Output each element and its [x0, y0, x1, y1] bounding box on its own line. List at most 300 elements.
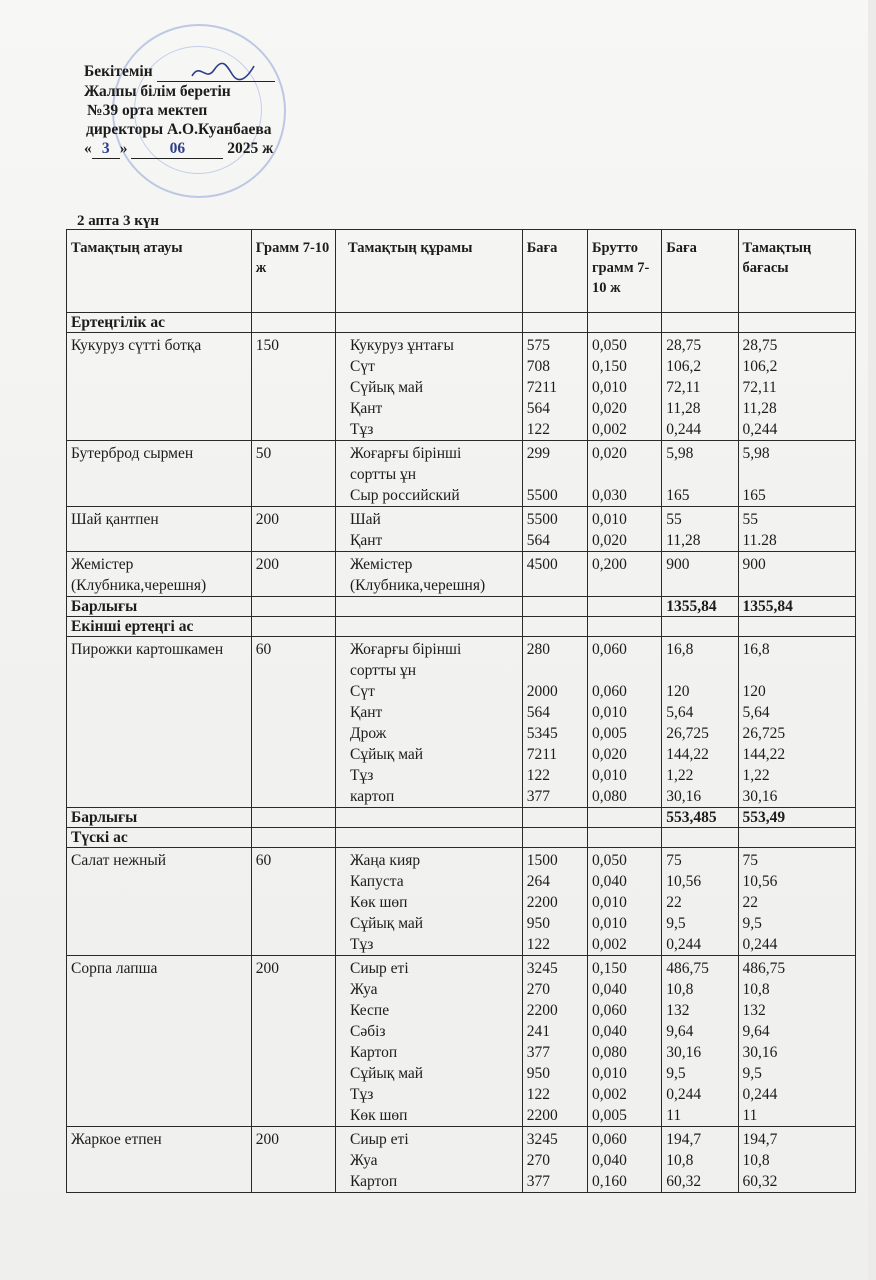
ingredient-name: Сүт	[350, 683, 375, 700]
ingredient-name: Картоп	[350, 1173, 398, 1190]
empty-cell	[336, 597, 523, 617]
ingredient-brutto: 0,080	[591, 788, 627, 805]
ingredient-cost: 194,7	[666, 1131, 702, 1148]
ingredient-cost: 106,2	[666, 358, 702, 375]
empty-cell	[336, 808, 523, 828]
ingredient-name: Тұз	[350, 767, 374, 784]
ingredient-name: сортты ұн	[350, 466, 417, 483]
dish-gram: 50	[251, 441, 335, 507]
ingredient-cost: 10,8	[666, 981, 694, 998]
ingredient-name-list	[336, 441, 523, 507]
ingredient-cost	[666, 464, 733, 485]
ingredient-name: Шай	[350, 511, 381, 528]
ingredient-price: 7211	[526, 379, 558, 396]
ingredient-total: 5,98	[742, 445, 770, 462]
dish-gram: 60	[251, 848, 335, 956]
ingredient-brutto-list	[587, 441, 661, 507]
ingredient-price: 122	[526, 1086, 550, 1103]
ingredient-total: 9,5	[742, 915, 762, 932]
approval-title: Бекітемін	[84, 63, 153, 80]
ingredient-brutto: 0,010	[591, 894, 627, 911]
empty-cell	[738, 828, 856, 848]
ingredient-total	[743, 464, 852, 485]
ingredient-brutto: 0,002	[591, 421, 627, 438]
ingredient-cost-list	[662, 1127, 738, 1193]
ingredient-cost-list	[662, 333, 738, 441]
ingredient-cost: 144,22	[666, 746, 709, 763]
ingredient-total: 10,56	[742, 873, 778, 890]
ingredient-cost: 60,32	[666, 1173, 702, 1190]
ingredient-brutto: 0,010	[591, 915, 627, 932]
approval-line3: №39 орта мектеп	[87, 102, 208, 119]
ingredient-cost: 26,725	[666, 725, 709, 742]
ingredient-name-list	[336, 956, 523, 1127]
ingredient-total-list	[738, 507, 856, 552]
empty-cell	[587, 597, 661, 617]
ingredient-price: 575	[526, 337, 550, 354]
ingredient-brutto: 0,080	[591, 1044, 627, 1061]
ingredient-total: 106,2	[742, 358, 778, 375]
ingredient-total-list	[738, 552, 856, 597]
ingredient-brutto: 0,060	[591, 1131, 627, 1148]
ingredient-cost: 10,8	[666, 1152, 694, 1169]
empty-cell	[662, 313, 738, 333]
dish-gram: 150	[251, 333, 335, 441]
approval-line2: Жалпы білім беретін	[84, 83, 231, 100]
ingredient-price: 122	[526, 421, 550, 438]
ingredient-brutto: 0,060	[591, 683, 627, 700]
ingredient-brutto-list	[587, 333, 661, 441]
ingredient-cost: 0,244	[666, 936, 702, 953]
ingredient-price: 564	[526, 704, 550, 721]
ingredient-total-list	[738, 848, 856, 956]
ingredient-price	[527, 464, 583, 485]
ingredient-cost-list	[662, 507, 738, 552]
ingredient-brutto: 0,050	[591, 852, 627, 869]
ingredient-total-list	[738, 1127, 856, 1193]
ingredient-price: 1500	[526, 852, 558, 869]
ingredient-name: Сиыр еті	[350, 1131, 409, 1148]
ingredient-price-list	[522, 333, 587, 441]
menu-body	[67, 313, 856, 1193]
empty-cell	[738, 617, 856, 637]
ingredient-total: 72,11	[742, 379, 777, 396]
ingredient-cost: 9,64	[666, 1023, 694, 1040]
empty-cell	[251, 828, 335, 848]
ingredient-total: 900	[742, 556, 766, 573]
ingredient-total: 1,22	[742, 767, 770, 784]
ingredient-total	[743, 660, 852, 681]
ingredient-name: Көк шөп	[350, 894, 408, 911]
ingredient-price-list	[522, 441, 587, 507]
ingredient-total: 75	[742, 852, 758, 869]
empty-cell	[336, 617, 523, 637]
ingredient-brutto: 0,020	[591, 445, 627, 462]
ingredient-name-list	[336, 552, 523, 597]
header-composition: Тамақтың құрамы	[336, 230, 523, 313]
ingredient-cost: 55	[666, 511, 682, 528]
ingredient-name: Кеспе	[350, 1002, 390, 1019]
ingredient-brutto: 0,005	[591, 1107, 627, 1124]
ingredient-total: 0,244	[742, 1086, 778, 1103]
ingredient-total: 10,8	[742, 981, 770, 998]
ingredient-cost: 132	[666, 1002, 690, 1019]
ingredient-name: Сүт	[350, 358, 375, 375]
section-title: Ертеңгілік ас	[67, 313, 252, 333]
dish-gram: 60	[251, 637, 335, 808]
ingredient-cost: 0,244	[666, 421, 702, 438]
ingredient-name: сортты ұн	[350, 662, 417, 679]
ingredient-price: 2200	[526, 894, 558, 911]
section-title: Түскі ас	[67, 828, 252, 848]
dish-name: Салат нежный	[67, 848, 252, 956]
ingredient-price	[527, 575, 583, 596]
ingredient-price: 2000	[526, 683, 558, 700]
ingredient-price: 122	[526, 767, 550, 784]
dish-name: Кукуруз сүтті ботқа	[67, 333, 252, 441]
ingredient-cost-list	[662, 848, 738, 956]
dish-gram: 200	[251, 552, 335, 597]
ingredient-cost: 486,75	[666, 960, 709, 977]
ingredient-price: 950	[526, 1065, 550, 1082]
ingredient-name: Сұйық май	[350, 915, 424, 932]
ingredient-cost: 72,11	[666, 379, 701, 396]
ingredient-name-list	[336, 333, 523, 441]
ingredient-price: 264	[526, 873, 550, 890]
total-price: 553,49	[738, 808, 856, 828]
ingredient-brutto: 0,200	[591, 556, 627, 573]
ingredient-brutto-list	[587, 956, 661, 1127]
ingredient-cost: 30,16	[666, 788, 702, 805]
ingredient-price: 122	[526, 936, 550, 953]
ingredient-price: 2200	[526, 1002, 558, 1019]
ingredient-brutto	[592, 660, 657, 681]
empty-cell	[251, 808, 335, 828]
ingredient-name: Жоғарғы бірінші	[350, 445, 462, 462]
ingredient-price: 564	[526, 400, 550, 417]
ingredient-price: 377	[526, 1044, 550, 1061]
ingredient-cost	[666, 575, 733, 596]
ingredient-name: Сұйық май	[350, 746, 424, 763]
ingredient-name: Жаңа кияр	[350, 852, 421, 869]
ingredient-name: Қант	[350, 532, 383, 549]
week-label: 2 апта 3 күн	[77, 213, 160, 229]
ingredient-cost: 11	[666, 1107, 682, 1124]
ingredient-price: 377	[526, 1173, 550, 1190]
approval-block	[84, 62, 275, 159]
ingredient-name: Картоп	[350, 1044, 398, 1061]
ingredient-brutto: 0,010	[591, 767, 627, 784]
ingredient-cost: 5,64	[666, 704, 694, 721]
ingredient-name: Сәбіз	[350, 1023, 386, 1040]
dish-name: Пирожки картошкамен	[67, 637, 252, 808]
ingredient-cost: 0,244	[666, 1086, 702, 1103]
ingredient-brutto: 0,002	[591, 936, 627, 953]
ingredient-brutto: 0,040	[591, 1152, 627, 1169]
ingredient-price: 7211	[526, 746, 558, 763]
ingredient-name: Капуста	[350, 873, 404, 890]
total-row	[67, 597, 856, 617]
ingredient-name: Дрож	[350, 725, 387, 742]
menu-table	[66, 229, 856, 1193]
dish-gram: 200	[251, 507, 335, 552]
dish-row	[67, 637, 856, 808]
ingredient-cost: 75	[666, 852, 682, 869]
ingredient-brutto: 0,150	[591, 960, 627, 977]
empty-cell	[522, 808, 587, 828]
ingredient-price: 2200	[526, 1107, 558, 1124]
ingredient-brutto-list	[587, 637, 661, 808]
ingredient-brutto: 0,060	[591, 641, 627, 658]
ingredient-total: 144,22	[742, 746, 786, 763]
ingredient-cost: 22	[666, 894, 682, 911]
dish-row	[67, 1127, 856, 1193]
ingredient-total: 0,244	[742, 936, 778, 953]
ingredient-brutto: 0,010	[591, 704, 627, 721]
ingredient-brutto: 0,020	[591, 746, 627, 763]
dish-name: Сорпа лапша	[67, 956, 252, 1127]
total-row	[67, 808, 856, 828]
dish-row	[67, 507, 856, 552]
dish-row	[67, 552, 856, 597]
ingredient-name: Жоғарғы бірінші	[350, 641, 462, 658]
header-brutto: Брутто грамм 7-10 ж	[587, 230, 661, 313]
ingredient-price: 564	[526, 532, 550, 549]
ingredient-price: 5500	[526, 487, 558, 504]
total-label: Барлығы	[67, 597, 252, 617]
ingredient-cost-list	[662, 637, 738, 808]
ingredient-price-list	[522, 637, 587, 808]
empty-cell	[336, 828, 523, 848]
empty-cell	[587, 808, 661, 828]
dish-row	[67, 956, 856, 1127]
empty-cell	[522, 313, 587, 333]
ingredient-name: картоп	[350, 788, 395, 805]
ingredient-cost: 900	[666, 556, 690, 573]
total-label: Барлығы	[67, 808, 252, 828]
ingredient-total-list	[738, 637, 856, 808]
ingredient-name-list	[336, 848, 523, 956]
section-title: Екінші ертеңгі ас	[67, 617, 252, 637]
ingredient-total: 165	[742, 487, 766, 504]
ingredient-brutto: 0,005	[591, 725, 627, 742]
ingredient-name: Жуа	[350, 981, 378, 998]
section-row	[67, 828, 856, 848]
ingredient-total: 194,7	[742, 1131, 778, 1148]
empty-cell	[662, 617, 738, 637]
ingredient-price: 3245	[526, 960, 558, 977]
ingredient-price: 299	[526, 445, 550, 462]
ingredient-price: 5500	[526, 511, 558, 528]
ingredient-total: 30,16	[742, 788, 778, 805]
empty-cell	[662, 828, 738, 848]
section-row	[67, 617, 856, 637]
ingredient-price: 4500	[526, 556, 558, 573]
ingredient-cost-list	[662, 552, 738, 597]
ingredient-price-list	[522, 507, 587, 552]
dish-name: Бутерброд сырмен	[67, 441, 252, 507]
ingredient-name: (Клубника,черешня)	[350, 577, 486, 594]
dish-row	[67, 441, 856, 507]
ingredient-price: 280	[526, 641, 550, 658]
ingredient-price-list	[522, 552, 587, 597]
ingredient-name: Тұз	[350, 1086, 374, 1103]
total-cost: 553,485	[662, 808, 738, 828]
ingredient-cost: 9,5	[666, 915, 686, 932]
ingredient-price: 270	[526, 981, 550, 998]
ingredient-total: 9,5	[742, 1065, 762, 1082]
ingredient-total: 11.28	[742, 532, 777, 549]
ingredient-brutto: 0,050	[591, 337, 627, 354]
ingredient-brutto: 0,160	[591, 1173, 627, 1190]
dish-name: Жаркое етпен	[67, 1127, 252, 1193]
header-cost: Баға	[662, 230, 738, 313]
ingredient-total: 30,16	[742, 1044, 778, 1061]
ingredient-cost-list	[662, 441, 738, 507]
ingredient-cost: 165	[666, 487, 690, 504]
ingredient-name: Қант	[350, 400, 383, 417]
ingredient-total-list	[738, 441, 856, 507]
ingredient-name-list	[336, 507, 523, 552]
total-price: 1355,84	[738, 597, 856, 617]
ingredient-brutto	[592, 575, 657, 596]
ingredient-brutto: 0,060	[591, 1002, 627, 1019]
ingredient-price: 5345	[526, 725, 558, 742]
header-row	[67, 230, 856, 313]
ingredient-price: 708	[526, 358, 550, 375]
ingredient-total: 0,244	[742, 421, 778, 438]
ingredient-price-list	[522, 1127, 587, 1193]
ingredient-price-list	[522, 956, 587, 1127]
ingredient-price: 270	[526, 1152, 550, 1169]
empty-cell	[738, 313, 856, 333]
ingredient-brutto: 0,040	[591, 981, 627, 998]
ingredient-total: 11	[742, 1107, 758, 1124]
header-dish-price: Тамақтың бағасы	[738, 230, 856, 313]
ingredient-name: Тұз	[350, 936, 374, 953]
ingredient-total: 55	[742, 511, 758, 528]
ingredient-cost: 10,56	[666, 873, 702, 890]
ingredient-cost: 28,75	[666, 337, 702, 354]
dish-name: Жемістер (Клубника,черешня)	[67, 552, 252, 597]
ingredient-name: Кукуруз ұнтағы	[350, 337, 454, 354]
ingredient-brutto: 0,020	[591, 532, 627, 549]
ingredient-brutto: 0,040	[591, 1023, 627, 1040]
ingredient-cost: 9,5	[666, 1065, 686, 1082]
ingredient-total: 22	[742, 894, 758, 911]
empty-cell	[522, 617, 587, 637]
ingredient-total: 60,32	[742, 1173, 778, 1190]
approval-line4: директоры А.О.Куанбаева	[86, 121, 272, 138]
empty-cell	[336, 313, 523, 333]
ingredient-name: Тұз	[350, 421, 374, 438]
empty-cell	[522, 828, 587, 848]
ingredient-name: Сүйық май	[350, 379, 424, 396]
dish-name: Шай қантпен	[67, 507, 252, 552]
ingredient-cost	[666, 660, 733, 681]
ingredient-name-list	[336, 1127, 523, 1193]
ingredient-brutto: 0,150	[591, 358, 627, 375]
header-price: Баға	[522, 230, 587, 313]
ingredient-total: 16,8	[742, 641, 770, 658]
ingredient-total: 11,28	[742, 400, 777, 417]
empty-cell	[251, 313, 335, 333]
ingredient-brutto: 0,020	[591, 400, 627, 417]
ingredient-cost: 120	[666, 683, 690, 700]
ingredient-cost: 1,22	[666, 767, 694, 784]
empty-cell	[587, 617, 661, 637]
ingredient-price: 3245	[526, 1131, 558, 1148]
ingredient-cost: 16,8	[666, 641, 694, 658]
dish-gram: 200	[251, 1127, 335, 1193]
ingredient-total: 120	[742, 683, 766, 700]
empty-cell	[522, 597, 587, 617]
ingredient-brutto: 0,002	[591, 1086, 627, 1103]
ingredient-name: Сыр российский	[350, 487, 460, 504]
ingredient-name: Жуа	[350, 1152, 378, 1169]
ingredient-price: 241	[526, 1023, 550, 1040]
ingredient-brutto: 0,030	[591, 487, 627, 504]
dish-row	[67, 333, 856, 441]
ingredient-total: 10,8	[742, 1152, 770, 1169]
ingredient-price: 950	[526, 915, 550, 932]
ingredient-cost-list	[662, 956, 738, 1127]
total-cost: 1355,84	[662, 597, 738, 617]
ingredient-name: Қант	[350, 704, 383, 721]
ingredient-price	[527, 660, 583, 681]
ingredient-price-list	[522, 848, 587, 956]
ingredient-brutto: 0,010	[591, 379, 627, 396]
ingredient-total: 26,725	[742, 725, 786, 742]
header-name: Тамақтың атауы	[67, 230, 252, 313]
empty-cell	[587, 828, 661, 848]
dish-gram: 200	[251, 956, 335, 1127]
ingredient-price: 377	[526, 788, 550, 805]
ingredient-name-list	[336, 637, 523, 808]
ingredient-total	[743, 575, 852, 596]
ingredient-brutto: 0,010	[591, 1065, 627, 1082]
ingredient-name: Сұйық май	[350, 1065, 424, 1082]
header-gram: Грамм 7-10 ж	[251, 230, 335, 313]
ingredient-name: Сиыр еті	[350, 960, 409, 977]
ingredient-brutto-list	[587, 848, 661, 956]
ingredient-cost: 5,98	[666, 445, 694, 462]
ingredient-brutto	[592, 464, 657, 485]
ingredient-name: Жемістер	[350, 556, 413, 573]
section-row	[67, 313, 856, 333]
ingredient-total-list	[738, 333, 856, 441]
ingredient-total: 5,64	[742, 704, 770, 721]
ingredient-total: 132	[742, 1002, 766, 1019]
ingredient-name: Көк шөп	[350, 1107, 408, 1124]
ingredient-brutto: 0,010	[591, 511, 627, 528]
ingredient-cost: 30,16	[666, 1044, 702, 1061]
ingredient-brutto-list	[587, 552, 661, 597]
dish-row	[67, 848, 856, 956]
ingredient-brutto-list	[587, 507, 661, 552]
empty-cell	[251, 597, 335, 617]
empty-cell	[587, 313, 661, 333]
ingredient-total: 28,75	[742, 337, 778, 354]
ingredient-total: 486,75	[742, 960, 786, 977]
ingredient-brutto-list	[587, 1127, 661, 1193]
ingredient-cost: 11,28	[666, 400, 701, 417]
ingredient-total: 9,64	[742, 1023, 770, 1040]
ingredient-total-list	[738, 956, 856, 1127]
ingredient-cost: 11,28	[666, 532, 701, 549]
approval-date: « 3 » 06 2025 ж	[84, 140, 274, 157]
empty-cell	[251, 617, 335, 637]
